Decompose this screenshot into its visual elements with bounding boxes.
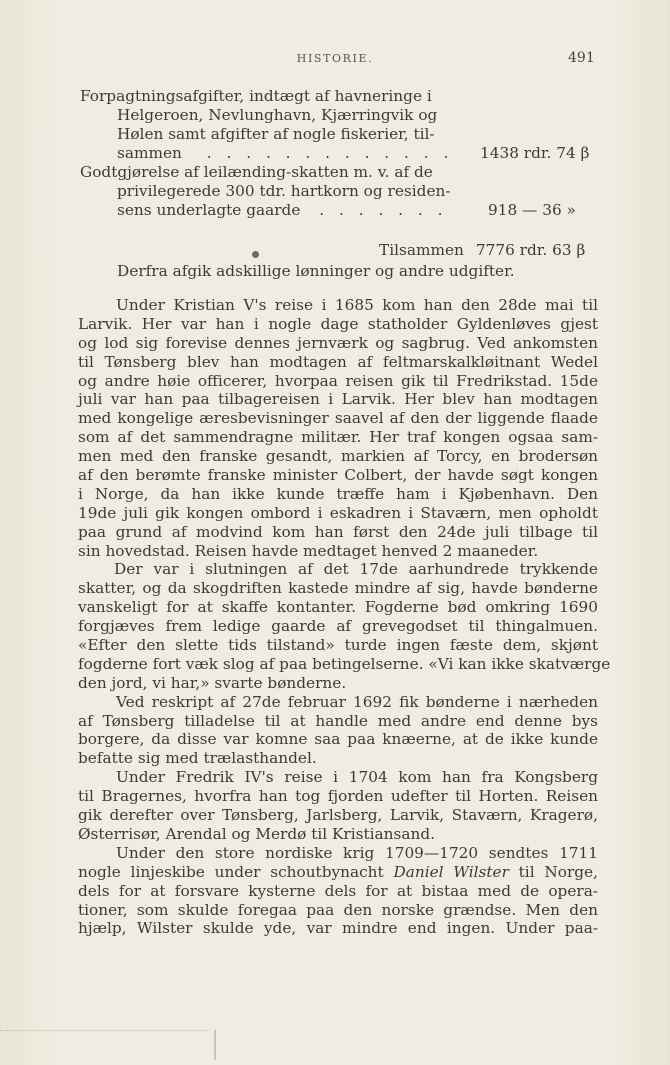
paragraph <box>78 296 598 560</box>
running-header: HISTORIE. <box>296 52 374 65</box>
account-note: Derfra afgik adskillige lønninger og andre udgifter. <box>117 262 515 280</box>
page-edge-mark <box>0 1030 210 1032</box>
summary-amount: 7776 rdr. 63 β <box>475 241 586 259</box>
text-line: den jord, vi har,» svarte bønderne. <box>78 673 347 692</box>
text-line: af Tønsberg tilladelse til at handle med andre end denne bys <box>78 711 598 730</box>
text-line: Der var i slutningen af det 17de aarhundrede trykkende <box>114 560 598 579</box>
text-line: borgere, da disse var komne saa paa knæerne, at de ikke kunde <box>78 730 598 749</box>
account-line: Forpagtningsafgifter, indtægt af havneringe i <box>80 87 432 105</box>
account-entry-1 <box>80 87 600 163</box>
paragraph <box>78 768 598 844</box>
account-line: Helgeroen, Nevlunghavn, Kjærringvik og <box>117 106 438 124</box>
text-line: som af det sammendragne militær. Her traf kongen ogsaa sam- <box>78 428 598 447</box>
text-line: vanskeligt for at skaffe kontanter. Fogderne bød omkring 1690 <box>78 598 598 617</box>
text-line: Østerrisør, Arendal og Merdø til Kristiansand. <box>78 824 435 843</box>
body-text <box>78 296 611 938</box>
text-line: «Efter den slette tids tilstand» turde ingen fæste dem, skjønt <box>78 636 598 655</box>
gutter-mark <box>214 1030 216 1060</box>
account-line: sammen <box>117 144 182 162</box>
text-segment: nogle linjeskibe under schoutbynacht <box>78 862 384 881</box>
account-entry-2 <box>80 163 600 220</box>
paragraph <box>78 693 598 769</box>
account-amount: 918 — 36 » <box>488 201 576 219</box>
leader-dots: . . . . . . . <box>319 201 448 219</box>
account-line: privilegerede 300 tdr. hartkorn og residen- <box>117 182 451 200</box>
text-line: til Tønsberg blev han modtagen af feltmarskalkløitnant Wedel <box>78 352 598 371</box>
account-line: sens underlagte gaarde <box>117 201 301 219</box>
text-line: Ved reskript af 27de februar 1692 fik bønderne i nærheden <box>116 692 598 711</box>
text-line: fogderne fort væk slog af paa betingelserne. «Vi kan ikke skatværge <box>78 654 611 673</box>
account-line: Hølen samt afgifter af nogle fiskerier, til- <box>117 125 435 143</box>
text-line: dels for at forsvare kysterne dels for at bistaa med de opera- <box>78 881 598 900</box>
summary-label: Tilsammen <box>379 241 464 259</box>
text-line: i Norge, da han ikke kunde træffe ham i Kjøbenhavn. Den <box>78 484 598 503</box>
paragraph <box>78 560 611 692</box>
leader-dots: . . . . . . . . . . . . . <box>206 144 454 162</box>
text-line: Under Fredrik IV's reise i 1704 kom han fra Kongsberg <box>116 768 598 787</box>
text-line: hjælp, Wilster skulde yde, var mindre end ingen. Under paa- <box>78 919 598 938</box>
text-line: og lod sig forevise dennes jernværk og sagbrug. Ved ankomsten <box>78 333 598 352</box>
text-line: gik derefter over Tønsberg, Jarlsberg, Larvik, Staværn, Kragerø, <box>78 806 598 825</box>
account-summary <box>379 241 585 259</box>
text-line: befatte sig med trælasthandel. <box>78 749 317 768</box>
text-line: af den berømte franske minister Colbert, der havde søgt kongen <box>78 466 598 485</box>
person-name: Daniel Wilster <box>393 862 509 881</box>
ink-blot <box>252 251 259 258</box>
text-line: men med den franske gesandt, markien af Torcy, en brodersøn <box>78 447 598 466</box>
text-line: Under den store nordiske krig 1709—1720 sendtes 1711 <box>116 843 598 862</box>
text-line-with-name <box>78 863 598 882</box>
text-line: sin hovedstad. Reisen havde medtaget henved 2 maaneder. <box>78 541 539 560</box>
page-number: 491 <box>568 50 595 66</box>
text-line: skatter, og da skogdriften kastede mindre af sig, havde bønderne <box>78 579 598 598</box>
text-line: til Bragernes, hvorfra han tog fjorden udefter til Horten. Reisen <box>78 787 598 806</box>
text-line: tioner, som skulde foregaa paa den norske grændse. Men den <box>78 900 598 919</box>
text-line: 19de juli gik kongen ombord i eskadren i Staværn, men opholdt <box>78 503 598 522</box>
text-line: og andre høie officerer, hvorpaa reisen gik til Fredrikstad. 15de <box>78 371 598 390</box>
text-line: paa grund af modvind kom han først den 24de juli tilbage til <box>78 522 598 541</box>
text-line: med kongelige æresbevisninger saavel af den der liggende flaade <box>78 409 598 428</box>
account-line: Godtgjørelse af leilænding-skatten m. v. af de <box>80 163 433 181</box>
account-amount: 1438 rdr. 74 β <box>480 144 590 162</box>
text-line: forgjæves frem ledige gaarde af grevegodset til thingalmuen. <box>78 617 598 636</box>
text-line: juli var han paa tilbagereisen i Larvik. Her blev han modtagen <box>78 390 598 409</box>
text-line: Larvik. Her var han i nogle dage statholder Gyldenløves gjest <box>78 314 598 333</box>
paragraph <box>78 844 598 938</box>
text-line: Under Kristian V's reise i 1685 kom han den 28de mai til <box>116 296 598 314</box>
text-segment: til Norge, <box>518 862 598 881</box>
